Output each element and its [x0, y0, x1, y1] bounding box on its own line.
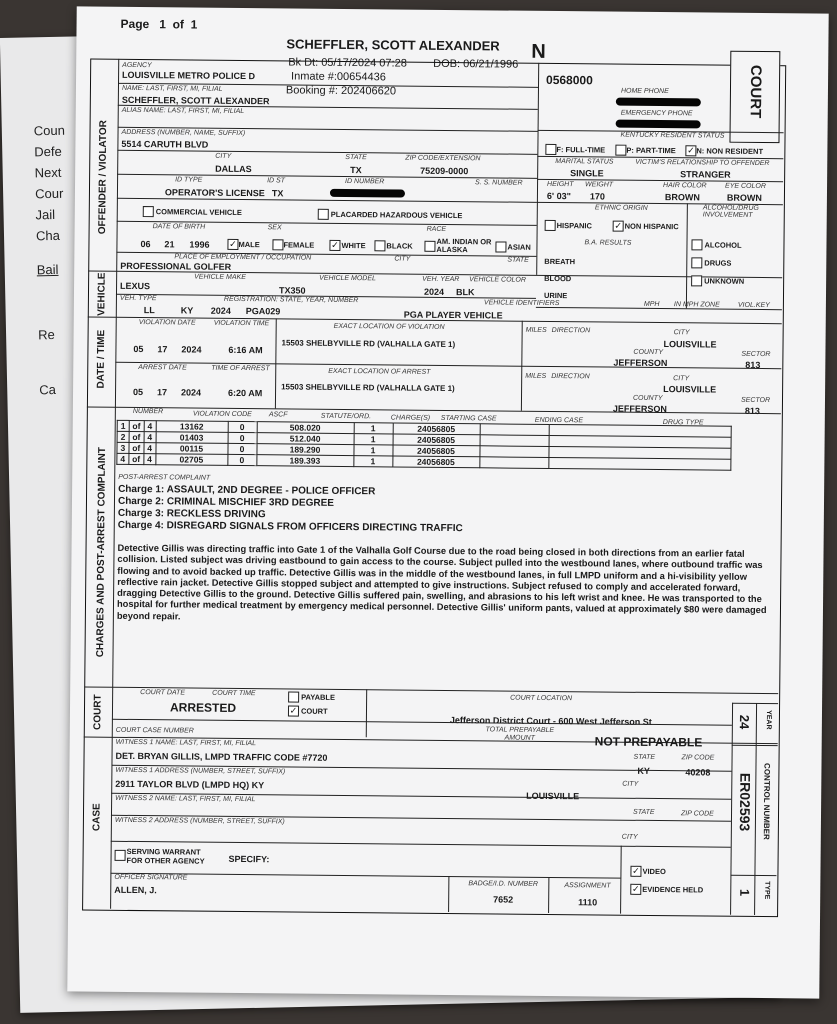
- section-datetime: DATE / TIME: [95, 329, 108, 389]
- corner-letter: N: [531, 40, 546, 63]
- table-row: 3 of 4 00115 0 189.290 1 24056805: [117, 442, 731, 459]
- side-label: Defe: [34, 143, 62, 160]
- evidence-checkbox[interactable]: ✓: [631, 883, 640, 894]
- charge-item: Charge 2: CRIMINAL MISCHIEF 3RD DEGREE: [117, 495, 334, 509]
- vehicle-color: BLK: [455, 287, 475, 298]
- defendant-name: SCHEFFLER, SCOTT ALEXANDER: [286, 36, 500, 54]
- witness1-city: LOUISVILLE: [526, 790, 580, 802]
- arrest-time: 6:20 AM: [227, 387, 263, 399]
- charge-item: Charge 4: DISREGARD SIGNALS FROM OFFICERS DIRECTING TRAFFIC: [117, 519, 463, 535]
- dob-header: DOB: 06/21/1996: [433, 57, 519, 71]
- control-number: ER02593: [736, 772, 754, 832]
- officer-name: ALLEN, J.: [114, 884, 157, 896]
- violation-sector: 813: [745, 359, 761, 370]
- section-vehicle: VEHICLE: [96, 272, 108, 316]
- page-indicator: Page 1 of 1: [120, 16, 198, 32]
- violation-day: 17: [157, 344, 168, 355]
- registration-number: PGA029: [245, 306, 281, 317]
- assignment: 1110: [578, 897, 598, 908]
- ky-fulltime-checkbox[interactable]: [545, 144, 556, 155]
- violation-year: 2024: [181, 344, 202, 355]
- race-asian-checkbox[interactable]: [495, 241, 506, 252]
- video-checkbox[interactable]: ✓: [632, 865, 640, 876]
- violation-city: LOUISVILLE: [663, 339, 717, 350]
- agency: LOUISVILLE METRO POLICE D: [122, 69, 256, 82]
- redaction: [616, 120, 701, 129]
- case-number: 0568000: [545, 72, 593, 88]
- control-type: 1: [737, 888, 753, 897]
- sex-male-checkbox[interactable]: ✓: [229, 238, 237, 249]
- zip: 75209-0000: [420, 165, 469, 177]
- section-case: CASE: [91, 803, 103, 832]
- side-label: Ca: [39, 381, 57, 398]
- arrest-city: LOUISVILLE: [663, 384, 717, 395]
- arrest-day: 17: [156, 387, 168, 398]
- charge-item: Charge 1: ASSAULT, 2ND DEGREE - POLICE OFFICER: [118, 483, 376, 498]
- witness1-zip: 40208: [685, 767, 711, 778]
- redaction: [616, 98, 701, 107]
- arrest-month: 05: [132, 386, 144, 398]
- booking-number: Booking #: 202406620: [285, 84, 397, 98]
- side-label: Coun: [33, 122, 66, 139]
- complaint-narrative: Detective Gillis was directing traffic into Gate 1 of the Valhalla Golf Course due to the road being closed in both directions from an earlier fatal collision. Listed subject was driving eastbound to gain access to the course. Subject pulled into the westbound lanes, where outbound traffic was flowing and to avoid backed up traffic. Detective Gillis was in the middle of the westbound lanes, in full LMPD uniform and a hi-visibility yellow reflective rain jacket. Detective Gillis stopped subject and attempted to give instructions. Subject refused to comply and accelerated forward, dragging Detective Gillis to the ground. Detective Gillis suffered pain, swelling, and abrasions to his left wrist and knee. He was transported to the hospital for further medical treatment by emergency medical personnel. Detective Gillis' uniform pants, valued at approximately $80 were damaged beyond repair.: [116, 542, 767, 622]
- hispanic-checkbox[interactable]: [545, 220, 556, 231]
- id-state: TX: [271, 188, 284, 199]
- registration-year: 2024: [210, 305, 231, 316]
- table-row: 2 of 4 01403 0 512.040 1 24056805: [117, 431, 731, 448]
- witness1-state: KY: [637, 765, 650, 776]
- offender-name: SCHEFFLER, SCOTT ALEXANDER: [121, 94, 270, 107]
- table-row: 1 of 4 13162 0 508.020 1 24056805: [117, 420, 731, 437]
- witness1-address: 2911 TAYLOR BLVD (LMPD HQ) KY: [115, 778, 265, 791]
- employment: PROFESSIONAL GOLFER: [120, 260, 232, 272]
- court-checkbox[interactable]: ✓: [289, 705, 298, 716]
- state: TX: [350, 165, 362, 176]
- charge-list: [118, 484, 463, 535]
- victim-relationship: STRANGER: [680, 169, 731, 180]
- hair-color: BROWN: [664, 192, 700, 203]
- court-status: ARRESTED: [169, 700, 237, 715]
- warrant-checkbox[interactable]: [115, 850, 126, 861]
- payable-checkbox[interactable]: [288, 691, 299, 702]
- ky-parttime-checkbox[interactable]: [615, 145, 626, 156]
- ky-nonresident-checkbox[interactable]: ✓: [687, 145, 695, 156]
- charge-item: Charge 3: RECKLESS DRIVING: [117, 507, 266, 521]
- arrest-year: 2024: [180, 387, 202, 398]
- side-label: Next: [34, 164, 62, 181]
- vehicle-type: LL: [143, 305, 155, 316]
- race-amind-checkbox[interactable]: [424, 241, 435, 252]
- section-charges: CHARGES AND POST-ARREST COMPLAINT: [94, 447, 109, 658]
- dob-year: 1996: [189, 239, 210, 250]
- eye-color: BROWN: [726, 192, 762, 203]
- table-row: 4 of 4 02705 0 189.393 1 24056805: [117, 453, 731, 470]
- vehicle-model: TX350: [278, 285, 306, 296]
- prepay-amount: NOT PREPAYABLE: [594, 734, 703, 750]
- weight: 170: [589, 191, 606, 202]
- drugs-checkbox[interactable]: [691, 257, 702, 268]
- section-court: COURT: [92, 694, 104, 730]
- nonhispanic-checkbox[interactable]: ✓: [614, 220, 622, 231]
- inmate-number: Inmate #:00654436: [291, 70, 386, 84]
- court-location: Jefferson District Court - 600 West Jefferson St: [449, 715, 652, 727]
- side-label: Bail: [36, 261, 59, 278]
- race-black-checkbox[interactable]: [374, 240, 385, 251]
- redaction: [330, 189, 405, 198]
- control-year: 24: [736, 714, 752, 730]
- arrest-location: 15503 SHELBYVILLE RD (VALHALLA GATE 1): [281, 382, 455, 394]
- court-header-label: COURT: [746, 64, 765, 119]
- section-offender: OFFENDER / VIOLATOR: [97, 120, 110, 235]
- alcohol-checkbox[interactable]: [691, 239, 702, 250]
- dob-day: 21: [164, 239, 175, 250]
- violation-month: 05: [133, 343, 144, 355]
- violation-location: 15503 SHELBYVILLE RD (VALHALLA GATE 1): [281, 338, 456, 350]
- address: 5514 CARUTH BLVD: [121, 138, 209, 150]
- city: DALLAS: [215, 163, 252, 175]
- race-white-checkbox[interactable]: ✓: [331, 239, 339, 250]
- vehicle-year: 2024: [423, 286, 445, 297]
- side-label: Cha: [35, 227, 61, 244]
- hazmat-checkbox[interactable]: [318, 209, 329, 220]
- violation-county: JEFFERSON: [613, 357, 668, 369]
- registration-state: KY: [180, 305, 194, 316]
- badge-number: 7652: [493, 894, 514, 905]
- booking-date: Bk Dt: 05/17/2024 07:28: [288, 56, 407, 70]
- commercial-checkbox[interactable]: [143, 206, 154, 217]
- side-label: Jail: [35, 206, 56, 223]
- sex-female-checkbox[interactable]: [272, 239, 283, 250]
- witness1-name: DET. BRYAN GILLIS, LMPD TRAFFIC CODE #7720: [115, 750, 328, 763]
- dob-month: 06: [140, 239, 151, 250]
- arrest-sector: 813: [744, 405, 760, 416]
- arrest-county: JEFFERSON: [612, 403, 667, 415]
- side-label: Re: [37, 326, 55, 343]
- marital-status: SINGLE: [570, 168, 604, 179]
- vehicle-make: LEXUS: [120, 280, 151, 292]
- vehicle-identifiers: PGA PLAYER VEHICLE: [403, 309, 503, 321]
- charges-table: [116, 420, 731, 471]
- violation-time: 6:16 AM: [228, 344, 263, 356]
- unknown-checkbox[interactable]: [691, 275, 702, 286]
- id-type: OPERATOR'S LICENSE: [164, 187, 265, 199]
- side-label: Cour: [34, 185, 64, 202]
- citation-form: Page 1 of 1 SCHEFFLER, SCOTT ALEXANDER N Bk Dt: 05/17/2024 07:28 DOB: 06/21/1996 Inmate #:00654436 Booking #: 202406620 COURT 0568000 OFFENDER / VIOLATOR VEHICLE DATE / TIME CHARGES AND POST-ARREST COMPLAINT COURT CASE AGENCY LOUISVILLE METRO POLICE D NAME: LAST, FIRST, MI, FILIAL SCHEFFLER, SCOTT ALEXANDER ALIAS NAME: LAST, FIRST, MI, FILIAL ADDRESS (NUMBER, NAME, SUFFIX) 5514 CARUTH BLVD CITY STATE ZIP CODE/EXTENSION DALLAS TX 75209-0000 ID TYPE ID ST ID NUMBER S. S. NUMBER OPERATOR'S LICENSE TX COMMERCIAL VEHICLE PLACARDED HAZARDOUS VEHICLE DATE OF BIRTH SEX RACE 06 21 1996 ✓ MALE FEMALE ✓ WHITE BLACK AM. INDIAN OR ALASKA ASIAN PLACE OF EMPLOYMENT / OCCUPATION CITY STATE PROFESSIONAL GOLFER HOME PHONE EMERGENCY PHONE KENTUCKY RESIDENT STATUS F: FULL-TIME P: PART-TIME ✓ N: NON RESIDENT MARITAL STATUS VICTIM'S RELATIONSHIP TO OFFENDER SINGLE STRANGER HEIGHT WEIGHT HAIR COLOR EYE COLOR 6' 03" 170 BROWN BROWN ETHNIC ORIGIN ALCOHOL/DRUG INVOLVEMENT HISPANIC ✓ NON HISPANIC B.A. RESULTS BREATH BLOOD URINE ALCOHOL DRUGS UNKNOWN VEHICLE MAKE VEHICLE MODEL VEH. YEAR VEHICLE COLOR LEXUS TX350 2024 BLK VEH. TYPE REGISTRATION: STATE, YEAR, NUMBER VEHICLE IDENTIFIERS MPH IN MPH ZONE VIOL.KEY LL KY 2024 PGA029 PGA PLAYER VEHICLE VIOLATION DATE VIOLATION TIME EXACT LOCATION OF VIOLATION MILES DIRECTION CITY 05 17 2024 6:16 AM 15503 SHELBYVILLE RD (VALHALLA GATE 1) LOUISVILLE COUNTY SECTOR JEFFERSON 813 ARREST DATE TIME OF ARREST EXACT LOCATION OF ARREST MILES DIRECTION CITY 05 17 2024 6:20 AM 15503 SHELBYVILLE RD (VALHALLA GATE 1) LOUISVILLE COUNTY SECTOR JEFFERSON 813 NUMBER VIOLATION CODE ASCF STATUTE/ORD. CHARGE(S) STARTING CASE ENDING CASE DRUG TYPE 1 of 4 13162 0 508.020 1 24056805 2 of 4 01403 0 512.040 1 24056805 3 of 4 00115 0 189.290 1 24056805 4 of 4 02705 0 189.393 1 24056805 POST-ARREST COMPLAINT Charge 1: ASSAULT, 2ND DEGREE - POLICE OFFICER Charge 2: CRIMINAL MISCHIEF 3RD DEGREE Charge 3: RECKLESS DRIVING Charge 4: DISREGARD SIGNALS FROM OFFICERS DIRECTING TRAFFIC Detective Gillis was directing traffic into Gate 1 of the Valhalla Golf Course due to the road being closed in both directions from an earlier fatal collision. Listed subject was driving eastbound to gain access to the course. Subject pulled into the westbound lanes, where outbound traffic was flowing and to avoid backed up traffic. Detective Gillis was in the middle of the westbound lanes, in full LMPD uniform and a hi-visibility yellow reflective rain jacket. Detective Gillis stopped subject and attempted to give instructions. Subject refused to comply and accelerated forward, dragging Detective Gillis to the ground. Detective Gillis suffered pain, swelling, and abrasions to his left wrist and knee. He was transported to the hospital for further medical treatment by emergency medical personnel. Detective Gillis' uniform pants, valued at approximately $80 were damaged beyond repair. COURT DATE COURT TIME ARRESTED PAYABLE ✓ COURT COURT LOCATION Jefferson District Court - 600 West Jefferson St COURT CASE NUMBER TOTAL PREPAYABLE AMOUNT NOT PREPAYABLE 24 YEAR ER02593 CONTROL NUMBER 1 TYPE WITNESS 1 NAME: LAST, FIRST, MI, FILIAL DET. BRYAN GILLIS, LMPD TRAFFIC CODE #7720 STATE ZIP CODE KY 40208 WITNESS 1 ADDRESS (NUMBER, STREET, SUFFIX) 2911 TAYLOR BLVD (LMPD HQ) KY CITY LOUISVILLE WITNESS 2 NAME: LAST, FIRST, MI, FILIAL STATE ZIP CODE WITNESS 2 ADDRESS (NUMBER, STREET, SUFFIX) CITY SERVING WARRANT FOR OTHER AGENCY SPECIFY: ✓ VIDEO ✓ EVIDENCE HELD OFFICER SIGNATURE BADGE/I.D. NUMBER ASSIGNMENT ALLEN, J. 7652 1110: [67, 6, 828, 998]
- height: 6' 03": [546, 190, 571, 202]
